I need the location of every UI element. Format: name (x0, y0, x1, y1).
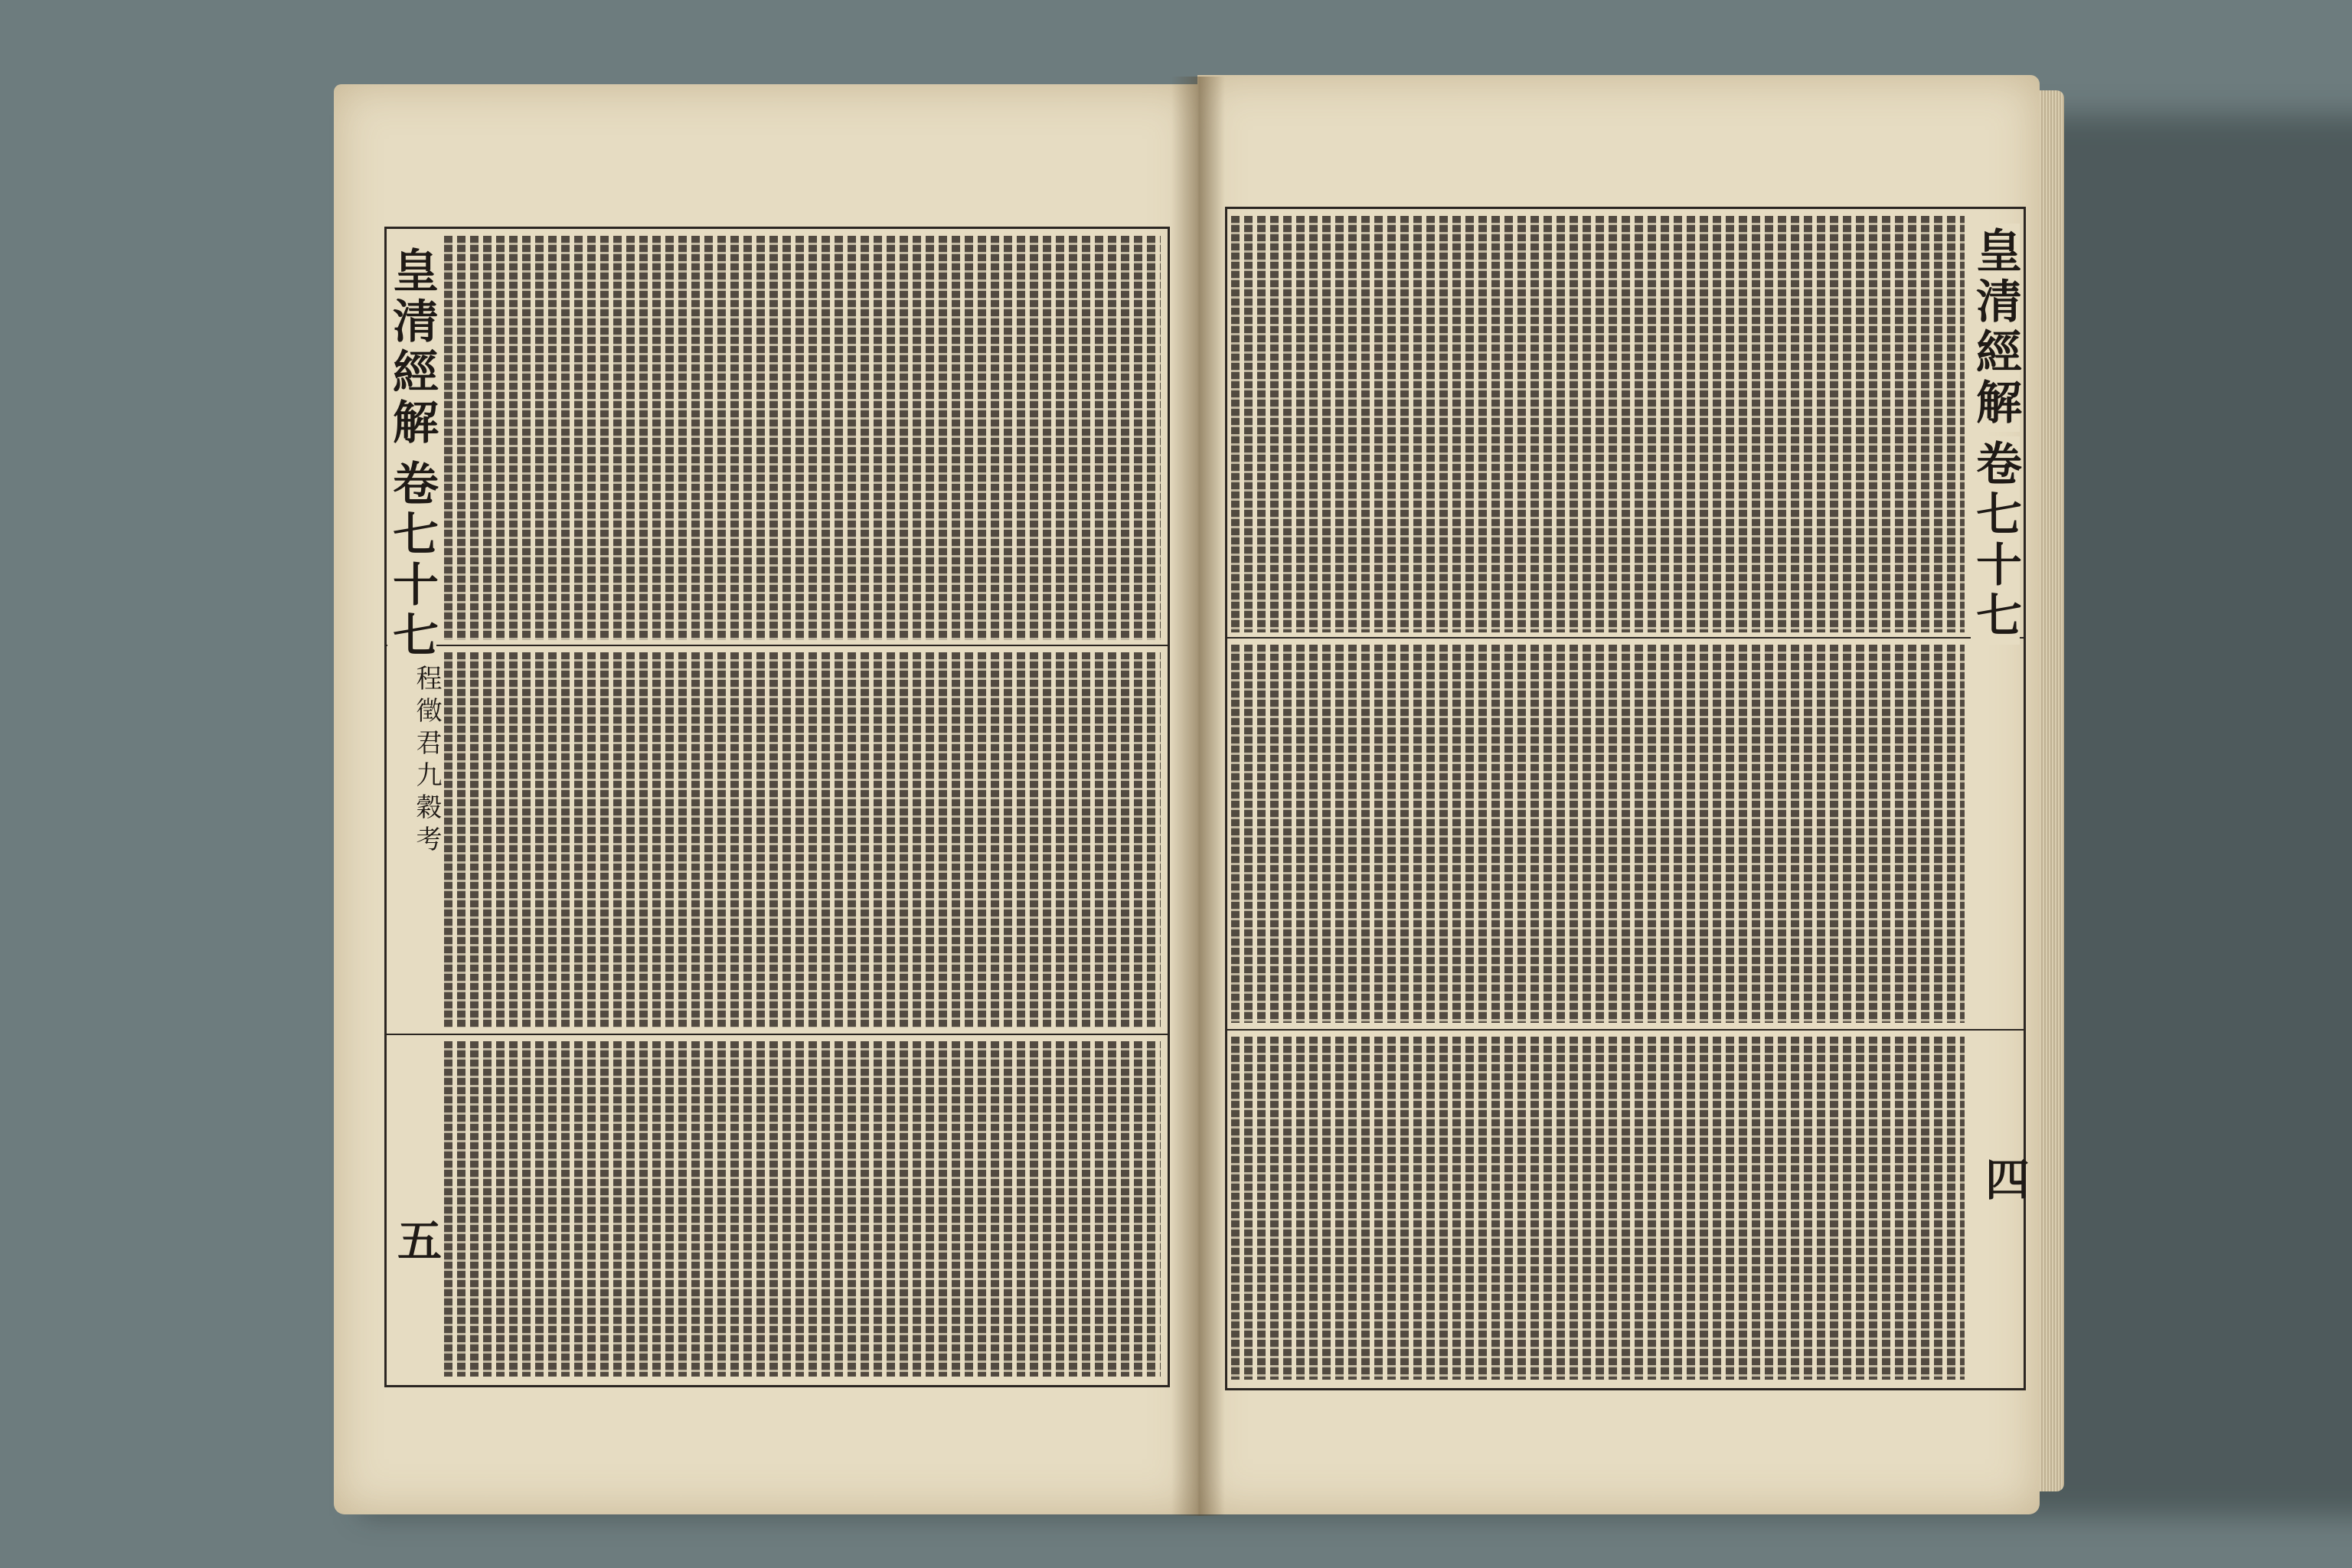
left-header-title: 皇清經解 (387, 243, 436, 452)
right-text-block-lower (1231, 1037, 1965, 1380)
right-header-volume: 卷七十七 (1971, 436, 2020, 645)
book-gutter (1171, 77, 1225, 1516)
left-header-volume: 卷七十七 (387, 456, 436, 665)
right-text-block-middle (1231, 645, 1965, 1023)
left-page-divider-upper (384, 645, 1168, 646)
left-text-block-middle (444, 652, 1161, 1027)
left-text-block-upper (444, 236, 1161, 640)
left-text-block-lower (444, 1041, 1161, 1377)
right-text-block-upper (1231, 216, 1965, 632)
left-author-line: 程徵君九穀考 (411, 665, 442, 858)
left-folio: 五 (390, 1217, 442, 1262)
left-page-divider-lower (384, 1034, 1168, 1035)
right-header-title: 皇清經解 (1971, 224, 2020, 432)
right-page-divider-upper (1225, 637, 2024, 639)
right-page-divider-lower (1225, 1029, 2024, 1031)
right-folio: 四 (1978, 1156, 2030, 1200)
page-edges (2040, 90, 2064, 1491)
